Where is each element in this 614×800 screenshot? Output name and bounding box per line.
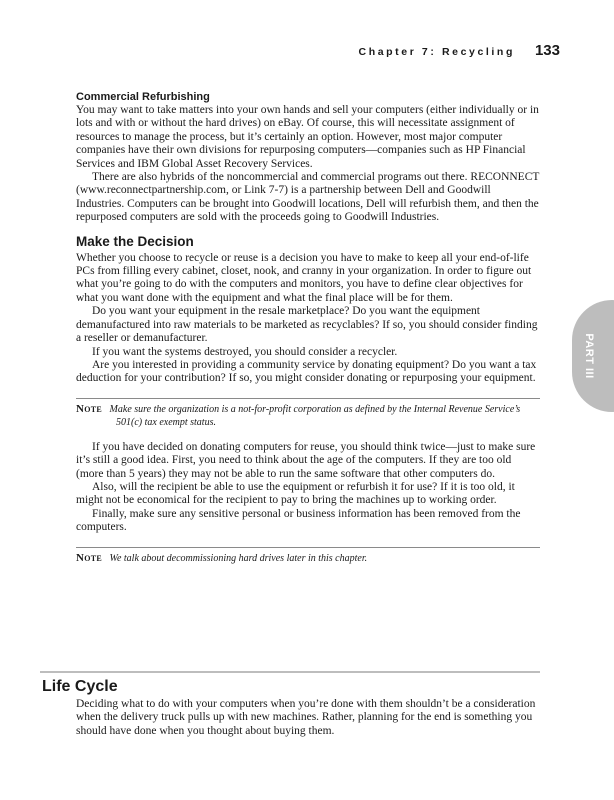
paragraph: There are also hybrids of the noncommercial and commercial programs out there. RECONNECT (www.reconnectpartnership.com, or Link 7-7) is a partnership between Dell and Goodwill Industries. Computers can be brought into Goodwill locations, Dell will refurbish them, and then the repurposed computers are sold with the proceeds going to Goodwill Industries. <box>76 171 540 224</box>
note-label: Note <box>76 402 103 415</box>
paragraph: Finally, make sure any sensitive personal or business information has been removed from the computers. <box>76 507 521 534</box>
running-header <box>359 42 560 59</box>
page-number: 133 <box>534 42 560 59</box>
section-heading-decision: Make the Decision <box>76 233 194 249</box>
paragraph: You may want to take matters into your own hands and sell your computers (either individually or in lots and with or without the hard drives) on eBay. Of course, this will necessitate assignment of resources to manage the process, but it’s certainly an option. However, most major computer companies have their own divisions for repurposing computers—companies such as HP Financial Services and IBM Global Asset Recovery Services. <box>76 104 539 170</box>
paragraph: If you want the systems destroyed, you should consider a recycler. <box>92 345 398 358</box>
note-text: We talk about decommissioning hard drives later in this chapter. <box>109 552 368 564</box>
paragraph: If you have decided on donating computers for reuse, you should think twice—just to make sure it’s still a good idea. First, you need to think about the age of the computers. If they are too old (more than 5 years) they may not be able to run the same software that other computers do. <box>76 440 536 480</box>
note-text: Make sure the organization is a not-for-profit corporation as defined by the Internal Revenue Service’s 501(c) tax exempt status. <box>109 403 521 428</box>
paragraph: Deciding what to do with your computers when you’re done with them shouldn’t be a consideration when the delivery truck pulls up with new machines. Rather, planning for the end is something you should have done when you thought about buying them. <box>76 698 536 737</box>
paragraph: Do you want your equipment in the resale marketplace? Do you want the equipment demanufactured into raw materials to be marketed as recyclables? If so, you should consider finding a reseller or demanufacturer. <box>76 305 538 345</box>
paragraph: Are you interested in providing a community service by donating equipment? Do you want a tax deduction for your contribution? If so, you might consider donating or repurposing your equipment. <box>76 358 537 385</box>
note-callout <box>76 547 540 565</box>
section-divider <box>40 671 540 673</box>
paragraph: Whether you choose to recycle or reuse is a decision you have to make to keep all your end-of-life PCs from filling every cabinet, closet, nook, and cranny in your organization. In order to figure out what you’re going to do with the computers and monitors, you have to define clear objectives for what you want done with the equipment and what the final place will be for them. <box>76 251 532 304</box>
chapter-label: Chapter 7: Recycling <box>358 46 515 58</box>
lifecycle-body <box>76 698 540 738</box>
part-tab-label: PART III <box>583 333 595 379</box>
note-label: Note <box>76 551 103 564</box>
section-heading-lifecycle: Life Cycle <box>42 678 118 695</box>
section-heading-commercial: Commercial Refurbishing <box>76 91 210 103</box>
main-content <box>76 90 540 565</box>
paragraph: Also, will the recipient be able to use the equipment or refurbish it for use? If it is too old, it might not be economical for the recipient to pay to bring the machines up to working order. <box>76 480 515 507</box>
note-callout <box>76 398 540 429</box>
